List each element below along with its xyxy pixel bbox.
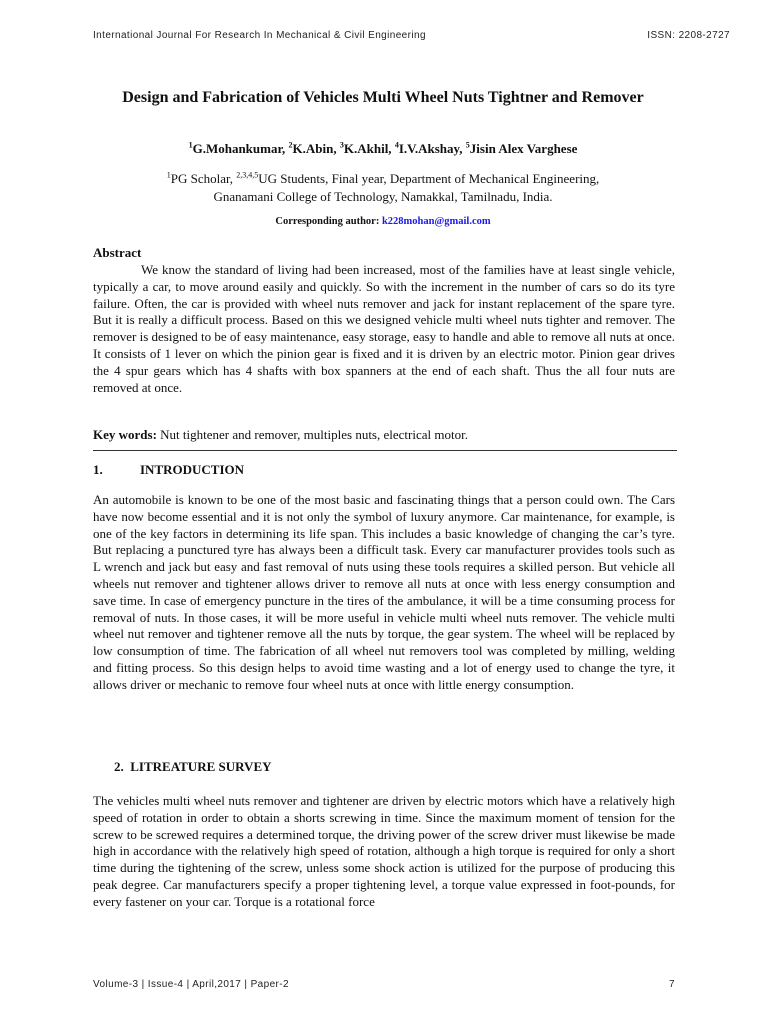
section-title: INTRODUCTION bbox=[140, 462, 245, 477]
author-sup: 3 bbox=[339, 140, 344, 150]
abstract-body: We know the standard of living had been increased, most of the families have at least single vehicle, typically a car, to move around easily and quickly. So with the increment in the number of cars so do its tyre failure. Often, the car is provided with wheel nuts remover and jack for instant replacement of the spare tyre. But it is really a difficult process. Based on this we designed vehicle multi wheel nuts tighter and remover. The remover is designed to be of easy maintenance, easy storage, easy to handle and able to remove all nuts at once. It consists of 1 lever on which the pinion gear is fixed and it is driven by an electric motor. Pinion gear drives the 4 spur gears which has 4 shafts with box spanners at the end of each shaft. Thus the all four nuts are removed at once. bbox=[93, 262, 675, 395]
keywords-text: Nut tightener and remover, multiples nuts, electrical motor. bbox=[156, 427, 468, 442]
author-sup: 5 bbox=[465, 140, 470, 150]
corresponding-label: Corresponding author: bbox=[275, 216, 382, 227]
issn: ISSN: 2208-2727 bbox=[647, 30, 730, 41]
affil-text: PG Scholar, bbox=[170, 171, 237, 186]
author-name: K.Abin, bbox=[292, 141, 340, 156]
email-link[interactable]: k228mohan@gmail.com bbox=[381, 216, 491, 227]
author-list bbox=[93, 140, 673, 158]
keywords bbox=[93, 427, 675, 444]
page-number: 7 bbox=[669, 979, 675, 990]
affil-sup: 1 bbox=[166, 170, 171, 180]
author-sup: 1 bbox=[188, 140, 193, 150]
section-title: LITREATURE SURVEY bbox=[130, 759, 272, 774]
affil-text: UG Students, Final year, Department of Mechanical Engineering, bbox=[258, 171, 600, 186]
affil-institution: Gnanamani College of Technology, Namakkal, Tamilnadu, India. bbox=[213, 189, 553, 204]
author-name: Jisin Alex Varghese bbox=[469, 141, 578, 156]
author-sup: 4 bbox=[394, 140, 399, 150]
affiliation bbox=[93, 170, 673, 206]
section-number: 1. bbox=[93, 462, 103, 477]
journal-name: International Journal For Research In Mechanical & Civil Engineering bbox=[93, 30, 426, 41]
abstract-heading: Abstract bbox=[93, 245, 142, 260]
affil-sup: 2,3,4,5 bbox=[236, 170, 259, 180]
author-name: I.V.Akshay, bbox=[398, 141, 466, 156]
issue-info: Volume-3 | Issue-4 | April,2017 | Paper-2 bbox=[93, 979, 289, 990]
author-sup: 2 bbox=[288, 140, 293, 150]
author-name: G.Mohankumar, bbox=[192, 141, 289, 156]
introduction-body: An automobile is known to be one of the most basic and fascinating things that a person could own. The Cars have now become essential and it is not only the symbol of luxury anymore. Car maintenance, for example, is one of the key factors in determining its life span. This includes a basic knowledge of changing the car’s tyre. But replacing a punctured tyre has always been a difficult task. Every car manufacturer provides tools such as L wrench and jack but easy and fast removal of nuts using these tools requires a skilled person. But vehicle all wheels nut remover and tightener allows driver to remove all nuts at once with less energy consumption and save time. In case of emergency puncture in the tires of the ambulance, it will be a time consuming process for removal of nuts. In those cases, it will be more useful in vehicle multi wheel nuts remover. The vehicle multi wheel nut remover and tightener remove all the nuts by torque, the gear system. The wheel will be replaced by low consumption of time. The fabrication of all wheel nut removers tool was completed by milling, welding and fitting process. So this design helps to avoid time wasting and a lot of energy used to change the tyre, it allows driver or mechanic to remove four wheel nuts at once with little energy consumption. bbox=[93, 492, 675, 692]
section-divider bbox=[93, 450, 677, 451]
corresponding-author bbox=[93, 216, 673, 227]
section-number: 2. bbox=[114, 759, 124, 774]
author-name: K.Akhil, bbox=[343, 141, 395, 156]
keywords-label: Key words: bbox=[93, 427, 157, 442]
section-heading-introduction bbox=[93, 462, 244, 478]
paper-title: Design and Fabrication of Vehicles Multi Wheel Nuts Tightner and Remover bbox=[122, 89, 644, 106]
literature-body: The vehicles multi wheel nuts remover and tightener are driven by electric motors which have a relatively high speed of rotation in order to obtain a shorts screwing in time. Since the maximum moment of tension for the screw to be screwed requires a determined torque, the driving power of the screw driver must likewise be made high in accordance with the relatively high speed of rotation, although a high torque is required for only a short time during the tightening of the screw, unless some shock action is utilized for the purpose of producing this peak degree. Car manufacturers specify a proper tightening level, a torque value expressed in foot-pounds, for every fastener on your car. Torque is a rotational force bbox=[93, 793, 675, 909]
section-heading-literature bbox=[114, 759, 272, 775]
